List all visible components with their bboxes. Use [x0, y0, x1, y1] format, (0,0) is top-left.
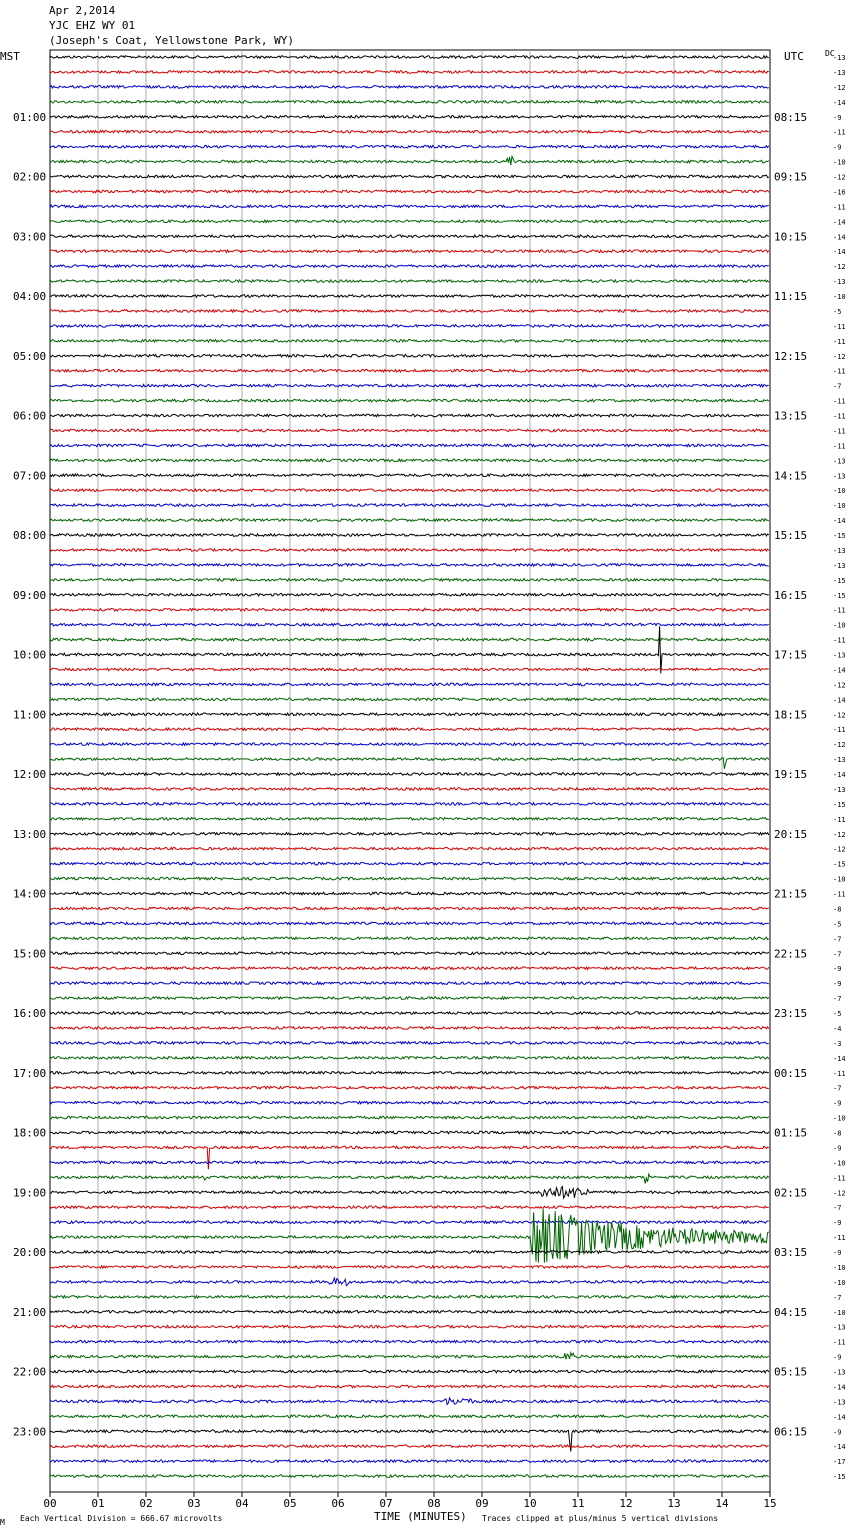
- mst-zone-label: MST: [0, 50, 20, 63]
- dc-offset-label: -10: [833, 1159, 846, 1168]
- dc-offset-label: -13: [833, 54, 846, 62]
- utc-hour-label: 16:15: [774, 588, 808, 602]
- dc-offset-label: -10: [833, 487, 846, 496]
- dc-offset-label: -11: [833, 636, 846, 645]
- dc-offset-label: -14: [833, 218, 846, 227]
- dc-offset-label: -13: [833, 68, 846, 77]
- mst-hour-label: 21:00: [13, 1305, 47, 1319]
- dc-offset-label: -15: [833, 860, 846, 869]
- mst-hour-label: 16:00: [13, 1007, 47, 1020]
- trace-row-43: [50, 698, 769, 701]
- dc-offset-label: -15: [833, 532, 846, 540]
- mst-hour-label: 11:00: [13, 708, 47, 722]
- trace-row-82: [50, 1278, 769, 1286]
- trace-row-13: [50, 250, 769, 253]
- trace-row-24: [50, 414, 769, 417]
- dc-offset-label: -15: [833, 800, 846, 809]
- utc-hour-label: 06:15: [774, 1425, 808, 1439]
- trace-row-63: [50, 997, 769, 1000]
- trace-row-20: [50, 355, 769, 358]
- dc-offset-label: -14: [833, 98, 846, 107]
- dc-offset-label: -13: [833, 1398, 846, 1407]
- mst-hour-label: 09:00: [13, 588, 47, 602]
- dc-offset-label: -13: [833, 561, 846, 570]
- dc-offset-label: -13: [833, 457, 846, 466]
- trace-row-34: [50, 564, 769, 567]
- utc-hour-label: 01:15: [774, 1126, 808, 1140]
- trace-row-33: [50, 549, 769, 552]
- trace-row-69: [50, 1086, 769, 1089]
- trace-row-81: [50, 1266, 769, 1269]
- trace-row-93: [50, 1445, 769, 1448]
- dc-offset-label: -7: [833, 995, 842, 1004]
- trace-row-11: [50, 220, 769, 223]
- x-tick-label: 11: [571, 1497, 585, 1510]
- trace-row-87: [50, 1353, 769, 1360]
- trace-row-30: [50, 504, 769, 507]
- x-tick-label: 10: [523, 1497, 537, 1510]
- trace-row-61: [50, 967, 769, 970]
- trace-row-3: [50, 101, 769, 104]
- trace-row-60: [50, 952, 769, 955]
- dc-offset-label: -7: [833, 1293, 842, 1302]
- trace-row-74: [50, 1161, 769, 1164]
- dc-offset-label: -14: [833, 1054, 846, 1063]
- dc-offset-label: -12: [833, 263, 846, 272]
- trace-row-53: [50, 847, 769, 850]
- trace-row-73: [50, 1146, 769, 1169]
- trace-row-4: [50, 116, 769, 119]
- dc-offset-label: -12: [833, 1189, 846, 1198]
- dc-offset-label: -13: [833, 756, 846, 765]
- dc-offset-label: -9: [833, 1249, 842, 1257]
- trace-row-85: [50, 1325, 769, 1328]
- dc-offset-label: -14: [833, 517, 846, 526]
- trace-row-44: [50, 713, 769, 716]
- trace-row-26: [50, 444, 769, 447]
- utc-hour-label: 04:15: [774, 1305, 808, 1319]
- dc-offset-label: -7: [833, 382, 842, 391]
- dc-offset-label: -9: [833, 1099, 842, 1108]
- utc-zone-label: UTC: [784, 50, 804, 63]
- trace-row-86: [50, 1340, 769, 1343]
- utc-hour-label: 15:15: [774, 529, 808, 542]
- dc-offset-label: -10: [833, 875, 846, 884]
- mst-hour-label: 07:00: [13, 469, 47, 483]
- trace-row-72: [50, 1131, 769, 1134]
- trace-row-38: [50, 623, 769, 626]
- x-tick-label: 14: [715, 1497, 729, 1510]
- dc-offset-label: -10: [833, 1278, 846, 1287]
- mst-hour-label: 17:00: [13, 1066, 47, 1080]
- dc-offset-label: -11: [833, 322, 846, 331]
- dc-offset-label: -16: [833, 188, 846, 197]
- utc-hour-label: 20:15: [774, 827, 808, 841]
- trace-row-27: [50, 459, 769, 462]
- dc-offset-label: -14: [833, 696, 846, 705]
- mst-hour-label: 19:00: [13, 1186, 47, 1200]
- trace-row-75: [50, 1174, 769, 1184]
- utc-hour-label: 10:15: [774, 230, 808, 244]
- x-tick-label: 15: [763, 1497, 777, 1510]
- dc-offset-label: -8: [833, 905, 842, 914]
- x-tick-label: 05: [283, 1497, 297, 1510]
- trace-row-9: [50, 190, 769, 193]
- utc-hour-label: 09:15: [774, 170, 808, 184]
- x-tick-label: 00: [43, 1497, 57, 1510]
- dc-offset-label: -10: [833, 1114, 846, 1123]
- dc-offset-label: -9: [833, 1353, 842, 1362]
- mst-hour-label: 23:00: [13, 1425, 47, 1439]
- mst-hour-label: 01:00: [13, 110, 47, 124]
- dc-offset-label: -14: [833, 233, 846, 242]
- trace-row-50: [50, 803, 769, 806]
- mst-hour-label: 12:00: [13, 768, 47, 781]
- trace-row-25: [50, 429, 769, 432]
- utc-hour-label: 03:15: [774, 1246, 808, 1259]
- dc-offset-label: -11: [833, 726, 846, 735]
- trace-row-57: [50, 907, 769, 910]
- dc-offset-label: -7: [833, 1204, 842, 1213]
- x-tick-label: 09: [475, 1497, 489, 1510]
- dc-offset-label: -11: [833, 890, 846, 899]
- dc-offset-label: -13: [833, 472, 846, 481]
- utc-hour-label: 08:15: [774, 110, 808, 124]
- dc-offset-label: -5: [833, 307, 842, 316]
- trace-row-52: [50, 833, 769, 836]
- dc-offset-label: -10: [833, 158, 846, 167]
- trace-row-0: [50, 56, 769, 59]
- dc-offset-label: -11: [833, 412, 846, 421]
- trace-row-32: [50, 534, 769, 537]
- dc-offset-label: -11: [833, 203, 846, 212]
- trace-row-94: [50, 1460, 769, 1463]
- trace-row-91: [50, 1415, 769, 1418]
- dc-offset-label: -10: [833, 293, 846, 301]
- dc-offset-label: -5: [833, 920, 842, 929]
- dc-offset-label: -13: [833, 785, 846, 794]
- x-tick-label: 03: [187, 1497, 201, 1510]
- trace-row-49: [50, 788, 769, 791]
- dc-offset-label: -7: [833, 935, 842, 944]
- mst-hour-label: 15:00: [13, 947, 47, 961]
- trace-row-59: [50, 937, 769, 940]
- dc-offset-label: -9: [833, 1428, 842, 1437]
- dc-offset-label: -13: [833, 1368, 846, 1377]
- trace-row-28: [50, 474, 769, 477]
- x-tick-label: 06: [331, 1497, 345, 1510]
- trace-row-92: [50, 1430, 769, 1452]
- trace-row-48: [50, 773, 769, 776]
- dc-offset-label: -12: [833, 173, 846, 182]
- trace-row-76: [50, 1187, 769, 1199]
- dc-offset-label: -5: [833, 1010, 842, 1018]
- trace-row-90: [50, 1398, 769, 1405]
- x-tick-label: 12: [619, 1497, 633, 1510]
- utc-hour-label: 02:15: [774, 1186, 808, 1200]
- trace-row-68: [50, 1072, 769, 1075]
- dc-offset-label: -15: [833, 1473, 846, 1482]
- dc-offset-label: -11: [833, 1338, 846, 1347]
- dc-offset-label: -10: [833, 502, 846, 511]
- x-tick-label: 01: [91, 1497, 105, 1510]
- dc-offset-label: -17: [833, 1458, 846, 1467]
- dc-offset-label: -9: [833, 965, 842, 974]
- dc-offset-label: -11: [833, 128, 846, 137]
- mst-hour-label: 05:00: [13, 349, 47, 363]
- dc-offset-label: -9: [833, 113, 842, 122]
- mst-hour-label: 08:00: [13, 529, 47, 542]
- utc-hour-label: 14:15: [774, 469, 808, 483]
- trace-row-8: [50, 175, 769, 178]
- trace-row-71: [50, 1116, 769, 1119]
- plot-title-location: (Joseph's Coat, Yellowstone Park, WY): [49, 34, 295, 47]
- dc-offset-label: -9: [833, 1144, 842, 1153]
- mst-hour-label: 03:00: [13, 230, 47, 244]
- dc-offset-label: -14: [833, 1413, 846, 1422]
- trace-row-16: [50, 295, 769, 298]
- trace-row-83: [50, 1296, 769, 1299]
- dc-offset-label: -9: [833, 980, 842, 989]
- dc-offset-label: -11: [833, 442, 846, 451]
- scale-note: Each Vertical Division = 666.67 microvolts: [20, 1514, 223, 1523]
- trace-row-51: [50, 818, 769, 821]
- dc-offset-label: -14: [833, 666, 846, 675]
- dc-offset-label: -11: [833, 1174, 846, 1183]
- dc-offset-label: -12: [833, 711, 846, 720]
- trace-row-14: [50, 265, 769, 268]
- trace-row-88: [50, 1370, 769, 1373]
- x-tick-label: 04: [235, 1497, 249, 1510]
- dc-offset-label: -11: [833, 397, 846, 406]
- dc-offset-label: -11: [833, 337, 846, 346]
- dc-offset-label: -10: [833, 621, 846, 630]
- x-tick-label: 02: [139, 1497, 153, 1510]
- mst-hour-label: 13:00: [13, 827, 47, 841]
- dc-offset-label: -12: [833, 83, 846, 92]
- trace-row-56: [50, 892, 769, 895]
- dc-offset-label: -11: [833, 815, 846, 824]
- dc-offset-label: -13: [833, 546, 846, 555]
- trace-row-64: [50, 1012, 769, 1015]
- trace-row-40: [50, 626, 769, 673]
- trace-row-5: [50, 130, 769, 133]
- trace-row-55: [50, 877, 769, 880]
- dc-offset-label: -11: [833, 427, 846, 436]
- clip-note: Traces clipped at plus/minus 5 vertical divisions: [482, 1514, 719, 1523]
- dc-offset-label: -12: [833, 830, 846, 839]
- trace-row-2: [50, 86, 769, 89]
- utc-hour-label: 22:15: [774, 947, 808, 961]
- mst-hour-label: 20:00: [13, 1246, 47, 1259]
- dc-offset-label: -14: [833, 771, 846, 779]
- trace-row-78: [50, 1221, 769, 1224]
- trace-row-35: [50, 579, 769, 582]
- trace-row-79: [50, 1209, 769, 1263]
- dc-offset-label: -13: [833, 1323, 846, 1332]
- dc-offset-label: -10: [833, 1308, 846, 1317]
- trace-row-23: [50, 399, 769, 402]
- trace-row-84: [50, 1311, 769, 1314]
- trace-row-12: [50, 235, 769, 238]
- trace-row-1: [50, 71, 769, 74]
- trace-row-66: [50, 1042, 769, 1045]
- trace-row-67: [50, 1057, 769, 1060]
- trace-row-46: [50, 743, 769, 746]
- mst-hour-label: 10:00: [13, 648, 47, 662]
- trace-row-19: [50, 340, 769, 343]
- x-axis-title: TIME (MINUTES): [374, 1510, 467, 1523]
- dc-offset-label: -3: [833, 1039, 842, 1048]
- dc-offset-label: -11: [833, 1069, 846, 1078]
- utc-hour-label: 11:15: [774, 290, 808, 303]
- dc-offset-label: -9: [833, 1219, 842, 1228]
- mst-hour-label: 02:00: [13, 170, 47, 184]
- trace-row-65: [50, 1027, 769, 1030]
- trace-row-54: [50, 862, 769, 865]
- mst-hour-label: 22:00: [13, 1365, 47, 1379]
- trace-row-95: [50, 1475, 769, 1478]
- dc-offset-label: -11: [833, 367, 846, 376]
- x-tick-label: 08: [427, 1497, 441, 1510]
- utc-hour-label: 23:15: [774, 1007, 808, 1020]
- dc-offset-label: -4: [833, 1024, 842, 1033]
- trace-row-89: [50, 1385, 769, 1388]
- trace-row-15: [50, 280, 769, 283]
- dc-offset-label: -7: [833, 950, 842, 959]
- trace-row-36: [50, 594, 769, 597]
- trace-row-39: [50, 638, 769, 641]
- trace-row-22: [50, 384, 769, 387]
- dc-offset-label: -9: [833, 143, 842, 152]
- trace-row-45: [50, 728, 769, 731]
- dc-offset-label: -8: [833, 1129, 842, 1138]
- dc-offset-label: -14: [833, 1443, 846, 1452]
- mst-hour-label: 18:00: [13, 1126, 47, 1140]
- dc-offset-label: -12: [833, 741, 846, 750]
- trace-row-10: [50, 205, 769, 208]
- utc-hour-label: 19:15: [774, 768, 808, 781]
- dc-offset-label: -11: [833, 606, 846, 615]
- trace-row-31: [50, 519, 769, 522]
- plot-title-station: YJC EHZ WY 01: [49, 19, 136, 32]
- mst-hour-label: 06:00: [13, 409, 47, 423]
- trace-row-70: [50, 1101, 769, 1104]
- trace-row-47: [50, 758, 769, 769]
- dc-offset-label: -15: [833, 576, 846, 585]
- dc-offset-label: -13: [833, 278, 846, 287]
- utc-hour-label: 00:15: [774, 1066, 808, 1080]
- trace-row-77: [50, 1206, 769, 1209]
- trace-row-7: [50, 156, 769, 165]
- plot-title-date: Apr 2,2014: [49, 4, 116, 17]
- mst-hour-label: 14:00: [13, 887, 47, 901]
- trace-row-80: [50, 1251, 769, 1254]
- trace-row-18: [50, 325, 769, 328]
- dc-offset-label: -12: [833, 681, 846, 690]
- trace-row-42: [50, 683, 769, 686]
- dc-offset-label: -7: [833, 1084, 842, 1093]
- utc-hour-label: 13:15: [774, 409, 808, 423]
- trace-row-6: [50, 145, 769, 148]
- dc-offset-label: -11: [833, 1234, 846, 1243]
- x-tick-label: 13: [667, 1497, 681, 1510]
- trace-row-21: [50, 369, 769, 372]
- dc-offset-label: -14: [833, 1383, 846, 1392]
- dc-offset-label: -14: [833, 248, 846, 257]
- trace-row-37: [50, 608, 769, 611]
- dc-offset-label: -10: [833, 1263, 846, 1272]
- trace-row-58: [50, 922, 769, 925]
- dc-offset-label: -15: [833, 591, 846, 600]
- x-tick-label: 07: [379, 1497, 393, 1510]
- trace-row-17: [50, 310, 769, 313]
- utc-hour-label: 12:15: [774, 349, 808, 363]
- utc-hour-label: 21:15: [774, 887, 808, 901]
- utc-hour-label: 05:15: [774, 1365, 808, 1379]
- utc-hour-label: 18:15: [774, 708, 808, 722]
- dc-offset-label: -13: [833, 651, 846, 660]
- trace-row-29: [50, 489, 769, 492]
- trace-row-62: [50, 982, 769, 985]
- dc-offset-label: -12: [833, 845, 846, 854]
- mst-hour-label: 04:00: [13, 290, 47, 303]
- utc-hour-label: 17:15: [774, 648, 808, 662]
- dc-offset-label: -12: [833, 352, 846, 361]
- corner-mark: M: [0, 1518, 5, 1527]
- dc-label: DC: [825, 49, 835, 58]
